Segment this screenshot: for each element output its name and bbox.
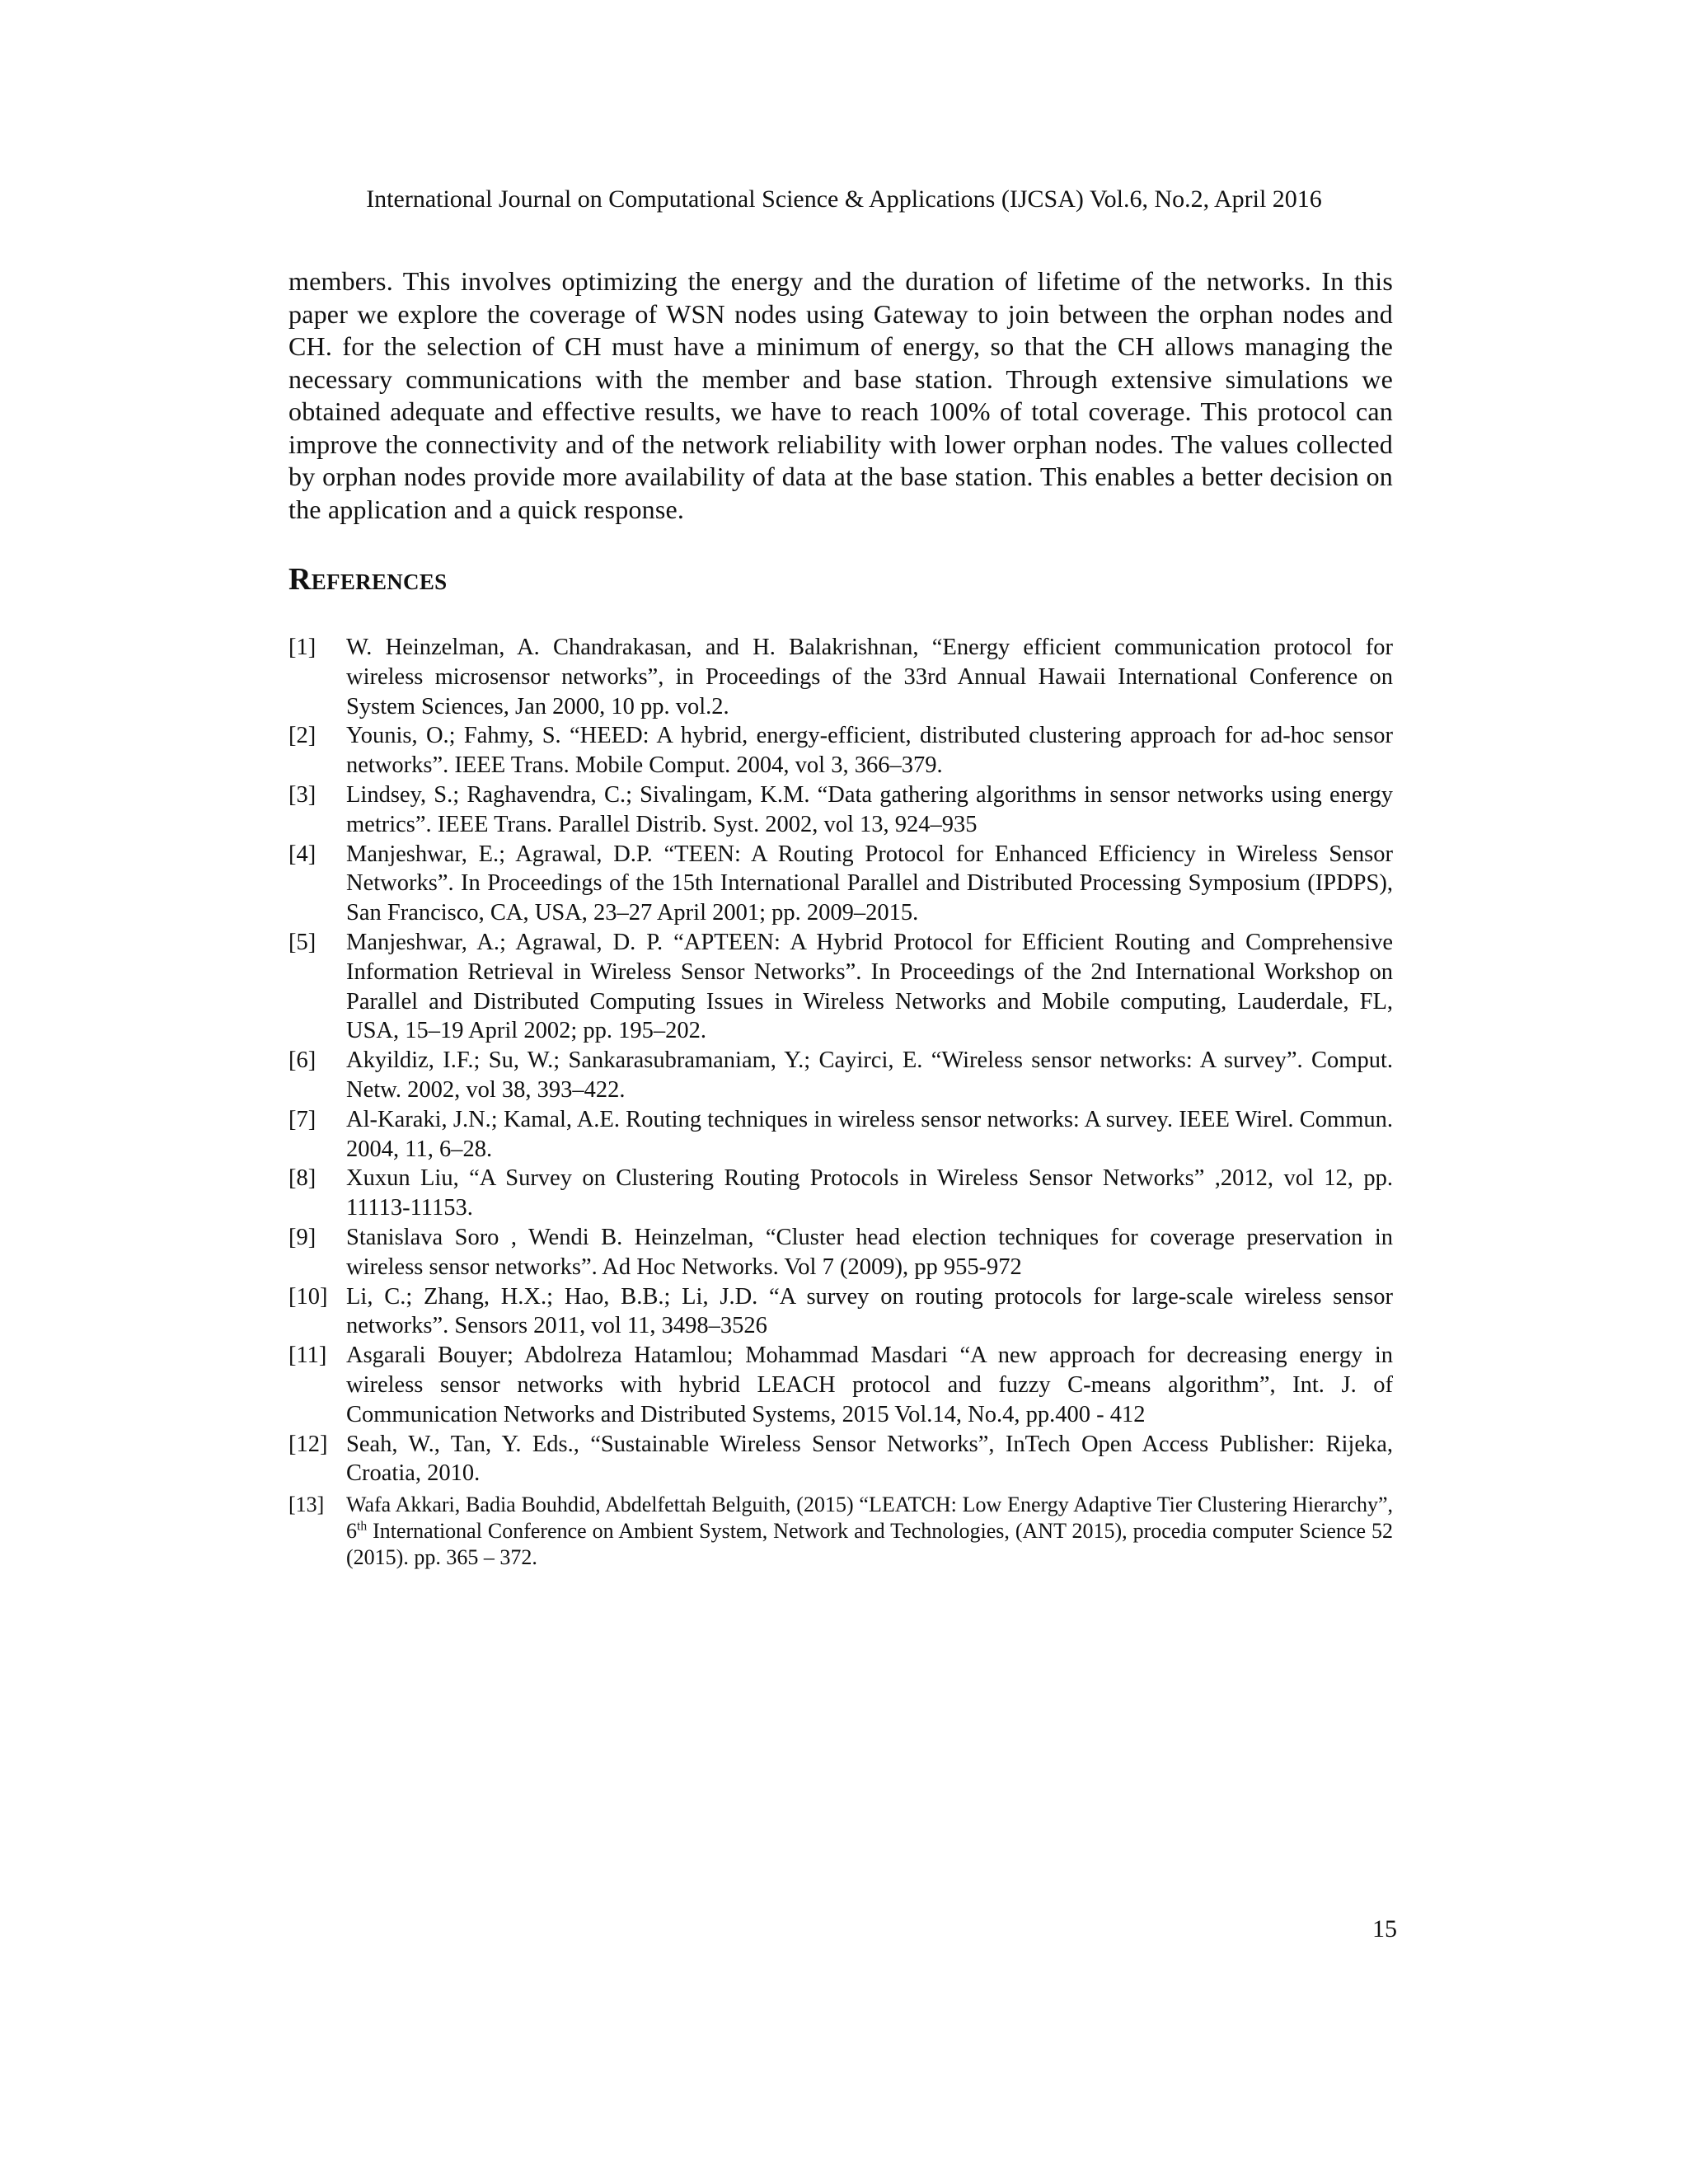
reference-number: [9] [288,1224,316,1250]
reference-number: [13] [288,1493,325,1517]
reference-text: Al-Karaki, J.N.; Kamal, A.E. Routing techniques in wireless sensor networks: A survey. IEEE Wirel. Commun. 2004, 11, 6–28. [346,1106,1393,1162]
reference-number: [8] [288,1165,316,1192]
reference-number: [11] [288,1343,327,1369]
ordinal-superscript: th [357,1519,368,1534]
reference-number: [12] [288,1431,328,1457]
reference-item [288,780,1393,840]
reference-text: Lindsey, S.; Raghavendra, C.; Sivalingam, K.M. “Data gathering algorithms in sensor networks using energy metrics”. IEEE Trans. Parallel Distrib. Syst. 2002, vol 13, 924–935 [346,781,1393,837]
running-header: International Journal on Computational Science & Applications (IJCSA) Vol.6, No.2, April 2016 [366,185,1322,213]
reference-number: [4] [288,841,316,867]
reference-number: [5] [288,929,316,955]
reference-number: [1] [288,635,316,660]
reference-item [288,1046,1393,1105]
reference-list [288,633,1393,1571]
reference-text: Xuxun Liu, “A Survey on Clustering Routing Protocols in Wireless Sensor Networks” ,2012, vol 12, pp. 11113-11153. [346,1165,1393,1221]
reference-item [288,721,1393,780]
reference-item [288,1164,1393,1223]
reference-item [288,1341,1393,1429]
page-body [288,265,1393,1571]
reference-item [288,1223,1393,1282]
reference-item [288,1282,1393,1342]
reference-text: Younis, O.; Fahmy, S. “HEED: A hybrid, energy-efficient, distributed clustering approach for ad-hoc sensor networks”. IEEE Trans. Mobile Comput. 2004, vol 3, 366–379. [346,723,1393,779]
reference-text [346,1492,1393,1571]
reference-text: Akyildiz, I.F.; Su, W.; Sankarasubramaniam, Y.; Cayirci, E. “Wireless sensor networks: A survey”. Comput. Netw. 2002, vol 38, 393–422. [346,1047,1393,1103]
reference-number: [3] [288,781,316,808]
reference-number: [2] [288,723,316,749]
reference-text: Seah, W., Tan, Y. Eds., “Sustainable Wireless Sensor Networks”, InTech Open Access Publisher: Rijeka, Croatia, 2010. [346,1431,1393,1487]
reference-text-part: Wafa Akkari, Badia Bouhdid, Abdelfettah Belguith, (2015) “LEATCH: Low Energy Adaptive Tier Clustering Hierarchy”, 6 [346,1493,1393,1544]
conclusion-paragraph: members. This involves optimizing the energy and the duration of lifetime of the networks. In this paper we explore the coverage of WSN nodes using Gateway to join between the orphan nodes and CH. for the selection of CH must have a minimum of energy, so that the CH allows managing the necessary communications with the member and base station. Through extensive simulations we obtained adequate and effective results, we have to reach 100% of total coverage. This protocol can improve the connectivity and of the network reliability with lower orphan nodes. The values collected by orphan nodes provide more availability of data at the base station. This enables a better decision on the application and a quick response. [288,266,1393,524]
page-number: 15 [1372,1915,1397,1943]
reference-number: [7] [288,1106,316,1132]
reference-text: Li, C.; Zhang, H.X.; Hao, B.B.; Li, J.D. “A survey on routing protocols for large-scale wireless sensor networks”. Sensors 2011, vol 11, 3498–3526 [346,1283,1393,1339]
reference-text-part: International Conference on Ambient System, Network and Technologies, (ANT 2015), procedia computer Science 52 (2015). pp. 365 – 372. [346,1519,1393,1570]
reference-text: W. Heinzelman, A. Chandrakasan, and H. Balakrishnan, “Energy efficient communication protocol for wireless microsensor networks”, in Proceedings of the 33rd Annual Hawaii International Conference on System Sciences, Jan 2000, 10 pp. vol.2. [346,635,1393,719]
reference-number: [6] [288,1047,316,1074]
reference-item [288,928,1393,1046]
reference-item [288,1430,1393,1489]
reference-item [288,1105,1393,1165]
reference-text: Manjeshwar, A.; Agrawal, D. P. “APTEEN: A Hybrid Protocol for Efficient Routing and Comprehensive Information Retrieval in Wireless Sensor Networks”. In Proceedings of the 2nd International Workshop on Parallel and Distributed Computing Issues in Wireless Networks and Mobile computing, Lauderdale, FL, USA, 15–19 April 2002; pp. 195–202. [346,929,1393,1044]
reference-text: Manjeshwar, E.; Agrawal, D.P. “TEEN: A Routing Protocol for Enhanced Efficiency in Wireless Sensor Networks”. In Proceedings of the 15th International Parallel and Distributed Processing Symposium (IPDPS), San Francisco, CA, USA, 23–27 April 2001; pp. 2009–2015. [346,841,1393,926]
reference-item [288,633,1393,721]
reference-text: Asgarali Bouyer; Abdolreza Hatamlou; Mohammad Masdari “A new approach for decreasing energy in wireless sensor networks with hybrid LEACH protocol and fuzzy C-means algorithm”, Int. J. of Communication Networks and Distributed Systems, 2015 Vol.14, No.4, pp.400 - 412 [346,1343,1393,1427]
reference-item [288,840,1393,928]
reference-number: [10] [288,1283,328,1310]
references-heading: References [288,562,448,597]
reference-item [288,1492,1393,1571]
reference-text: Stanislava Soro , Wendi B. Heinzelman, “Cluster head election techniques for coverage preservation in wireless sensor networks”. Ad Hoc Networks. Vol 7 (2009), pp 955-972 [346,1224,1393,1280]
